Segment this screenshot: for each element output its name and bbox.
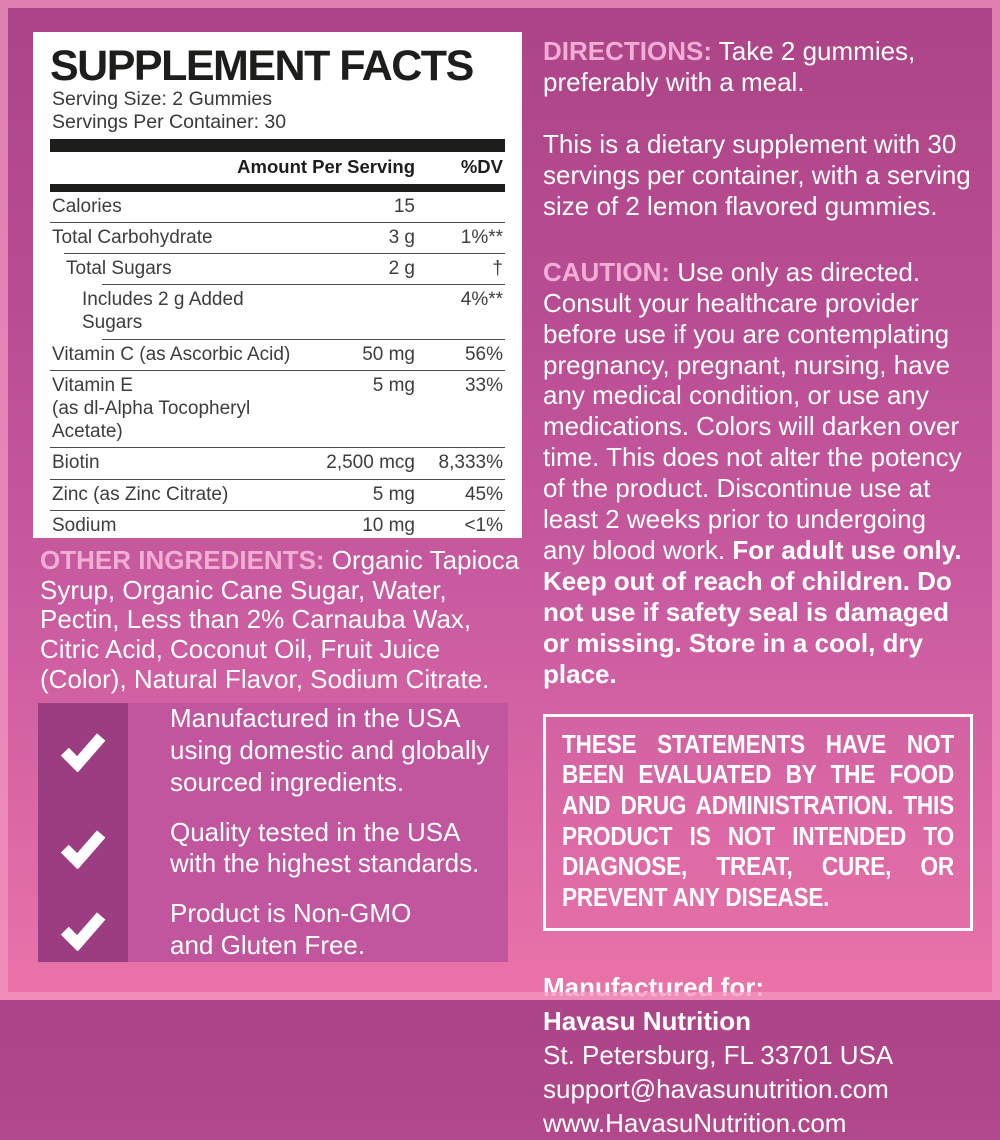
serving-size: Serving Size: 2 Gummies xyxy=(52,88,272,110)
nutrient-amount: 3 g xyxy=(388,226,415,248)
other-ingredients-text: Organic Tapioca Syrup, Organic Cane Sugar, Water, Pectin, Less than 2% Carnauba Wax, Citric Acid, Coconut Oil, Fruit Juice (Color), Natural Flavor, Sodium Citrate. xyxy=(40,545,520,694)
facts-row xyxy=(50,254,505,284)
check-icon xyxy=(59,827,107,869)
nutrient-amount: 15 xyxy=(393,195,415,217)
manufacturer-line: St. Petersburg, FL 33701 USA xyxy=(543,1039,894,1070)
manufacturer-line: Manufactured for: xyxy=(543,972,764,1003)
manufacturer-line: Havasu Nutrition xyxy=(543,1006,752,1037)
servings-per-container: Servings Per Container: 30 xyxy=(52,110,287,133)
nutrient-name: Calories xyxy=(52,195,122,217)
caution-label: CAUTION: xyxy=(543,256,671,287)
nutrient-amount: 5 mg xyxy=(372,374,415,396)
nutrient-amount: 2,500 mcg xyxy=(326,452,415,474)
divider-bar-thick xyxy=(50,139,505,152)
directions-label: DIRECTIONS: xyxy=(543,36,712,66)
nutrient-dv: 56% xyxy=(464,343,503,365)
right-column xyxy=(543,36,973,1140)
nutrient-name: Biotin xyxy=(52,452,100,474)
nutrient-name: Vitamin E (as dl-Alpha Tocopheryl Acetate) xyxy=(52,374,251,443)
claims-panel xyxy=(38,703,508,962)
facts-table-body xyxy=(50,192,505,538)
fda-disclaimer-text: THESE STATEMENTS HAVE NOT BEEN EVALUATED BY THE FOOD AND DRUG ADMINISTRATION. THIS PRODUCT IS NOT INTENDED TO DIAGNOSE, TREAT, CURE, OR PREVENT ANY DISEASE. xyxy=(562,730,955,912)
amount-per-serving-header: Amount Per Serving xyxy=(237,156,415,178)
other-ingredients-label: OTHER INGREDIENTS: xyxy=(40,545,325,575)
facts-row xyxy=(50,285,505,338)
manufacturer-line: support@havasunutrition.com xyxy=(543,1073,889,1104)
claim-item xyxy=(38,817,508,880)
facts-row xyxy=(50,371,505,448)
facts-table-header xyxy=(50,152,505,184)
nutrient-dv: <1% xyxy=(464,514,503,536)
nutrient-dv: 1%** xyxy=(460,226,503,248)
other-ingredients xyxy=(40,546,520,694)
dv-header: %DV xyxy=(460,156,503,178)
nutrient-amount: 5 mg xyxy=(372,483,415,505)
supplement-facts-title: SUPPLEMENT FACTS xyxy=(50,42,473,90)
facts-row xyxy=(50,511,505,538)
facts-row xyxy=(50,192,505,222)
facts-row xyxy=(50,480,505,510)
caution-text: Use only as directed. Consult your healthcare provider before use if you are contemplating pregnancy, pregnant, nursing, have any medical condition, or use any medications. Colors will darken over time. This does not alter the potency of the product. Discontinue use at least 2 weeks prior to undergoing any blood work. xyxy=(543,256,962,566)
nutrient-dv: 45% xyxy=(464,483,503,505)
caution-bold-text: For adult use only. Keep out of reach of children. Do not use if safety seal is damaged or missing. Store in a cool, dry place. xyxy=(543,535,962,689)
nutrient-name: Total Carbohydrate xyxy=(52,226,213,248)
nutrient-name: Total Sugars xyxy=(66,258,172,280)
nutrient-dv: † xyxy=(492,258,503,280)
directions-paragraph xyxy=(543,36,973,98)
fda-disclaimer-box xyxy=(543,714,973,932)
facts-row xyxy=(50,448,505,478)
claim-item xyxy=(38,898,508,961)
nutrient-dv: 8,333% xyxy=(438,452,503,474)
nutrient-name: Zinc (as Zinc Citrate) xyxy=(52,483,229,505)
nutrient-name: Includes 2 g Added Sugars xyxy=(82,289,244,334)
check-icon xyxy=(59,909,107,951)
supplement-facts-panel xyxy=(33,32,522,538)
facts-row xyxy=(50,223,505,253)
check-icon xyxy=(59,730,107,772)
nutrient-amount: 10 mg xyxy=(362,514,415,536)
divider-bar-medium xyxy=(50,184,505,192)
claim-text: Manufactured in the USA using domestic and globally sourced ingredients. xyxy=(170,703,490,797)
manufacturer-line: www.HavasuNutrition.com xyxy=(543,1107,847,1138)
dietary-note: This is a dietary supplement with 30 servings per container, with a serving size of 2 lemon flavored gummies. xyxy=(543,128,971,221)
nutrient-name: Vitamin C (as Ascorbic Acid) xyxy=(52,343,291,365)
nutrient-dv: 4%** xyxy=(460,289,503,311)
claim-text: Quality tested in the USA with the highest standards. xyxy=(170,816,480,879)
nutrient-amount: 50 mg xyxy=(362,343,415,365)
caution-paragraph xyxy=(543,257,973,690)
manufacturer-block xyxy=(543,971,973,1140)
facts-row xyxy=(50,340,505,370)
nutrient-amount: 2 g xyxy=(388,258,415,280)
nutrient-dv: 33% xyxy=(464,374,503,396)
claim-item xyxy=(38,703,508,798)
claim-text: Product is Non-GMO and Gluten Free. xyxy=(170,898,412,960)
nutrient-name: Sodium xyxy=(52,514,117,536)
directions-text: Take 2 gummies, preferably with a meal. xyxy=(543,36,916,97)
